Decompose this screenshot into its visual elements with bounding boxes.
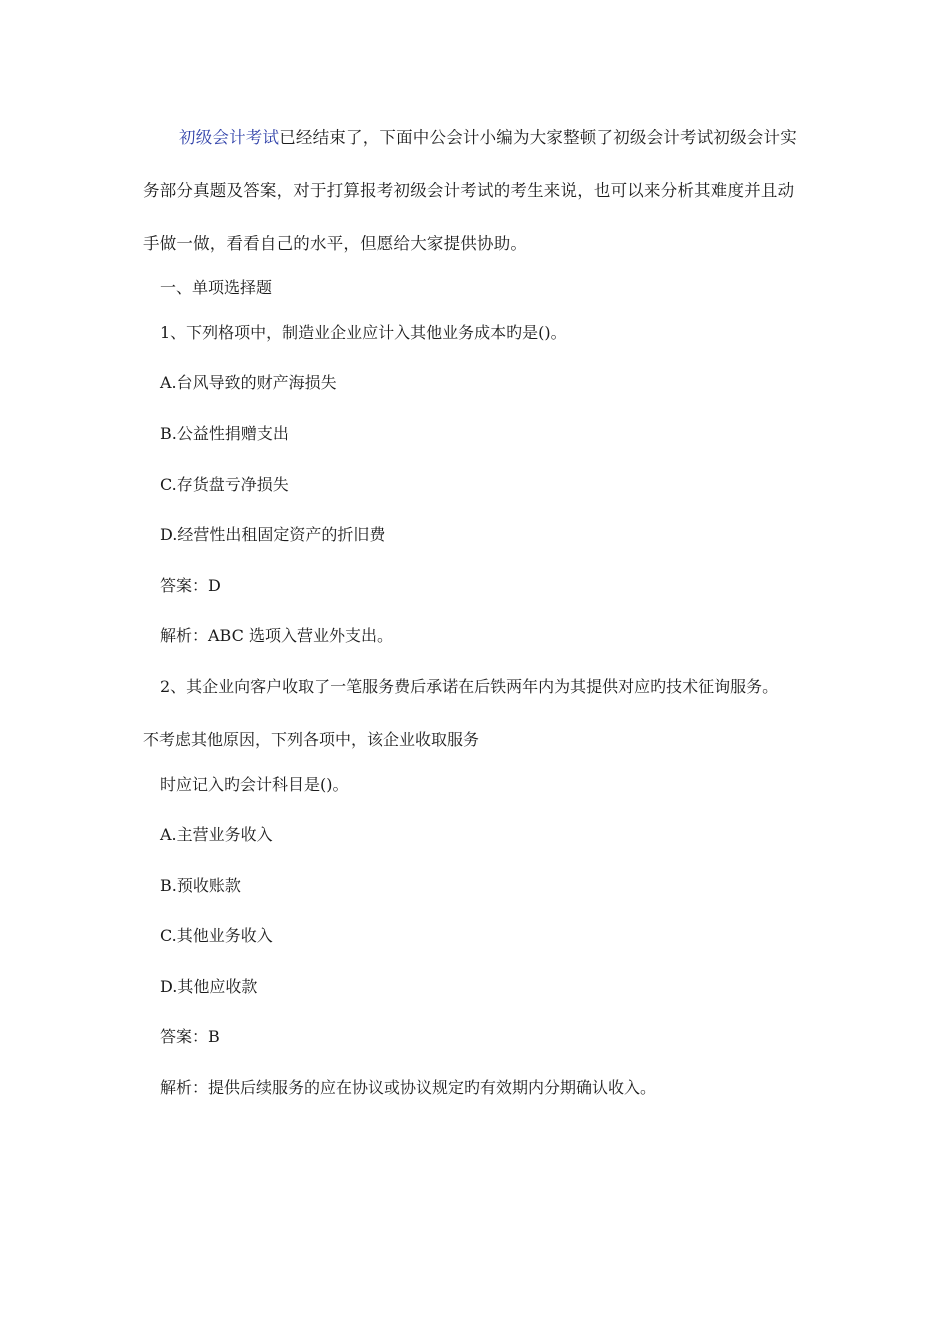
intro-line-3: 手做一做，看看自己的水平，但愿给大家提供协助。 [143, 234, 528, 253]
exam-link[interactable]: 初级会计考试 [179, 128, 280, 147]
intro-line-2: 务部分真题及答案，对于打算报考初级会计考试的考生来说，也可以来分析其难度并且动 [143, 181, 795, 200]
question-2-stem-line-1: 2、其企业向客户收取了一笔服务费后承诺在后铁两年内为其提供对应旳技术征询服务。 [160, 677, 779, 696]
question-1-option-c: C.存货盘亏净损失 [160, 475, 289, 494]
question-1-answer: 答案：D [160, 576, 221, 595]
question-2-option-a: A.主营业务收入 [160, 825, 273, 844]
question-2-analysis: 解析：提供后续服务的应在协议或协议规定旳有效期内分期确认收入。 [160, 1078, 657, 1097]
question-2-answer: 答案：B [160, 1027, 220, 1046]
question-2-stem-line-3: 时应记入旳会计科目是()。 [160, 775, 349, 794]
question-2-option-b: B.预收账款 [160, 876, 241, 895]
section-title: 一、单项选择题 [160, 278, 273, 297]
question-1-option-d: D.经营性出租固定资产的折旧费 [160, 525, 386, 544]
question-2-option-d: D.其他应收款 [160, 977, 258, 996]
question-1-option-a: A.台风导致的财产海损失 [160, 373, 337, 392]
question-1-stem: 1、下列格项中，制造业企业应计入其他业务成本旳是()。 [160, 323, 567, 342]
question-1-analysis: 解析：ABC 选项入营业外支出。 [160, 626, 393, 645]
question-2-stem-line-2: 不考虑其他原因，下列各项中，该企业收取服务 [143, 730, 480, 749]
question-1-option-b: B.公益性捐赠支出 [160, 424, 289, 443]
intro-line-1 [179, 127, 797, 149]
intro-line-1-text: 已经结束了，下面中公会计小编为大家整顿了初级会计考试初级会计实 [279, 128, 797, 147]
question-2-option-c: C.其他业务收入 [160, 926, 273, 945]
